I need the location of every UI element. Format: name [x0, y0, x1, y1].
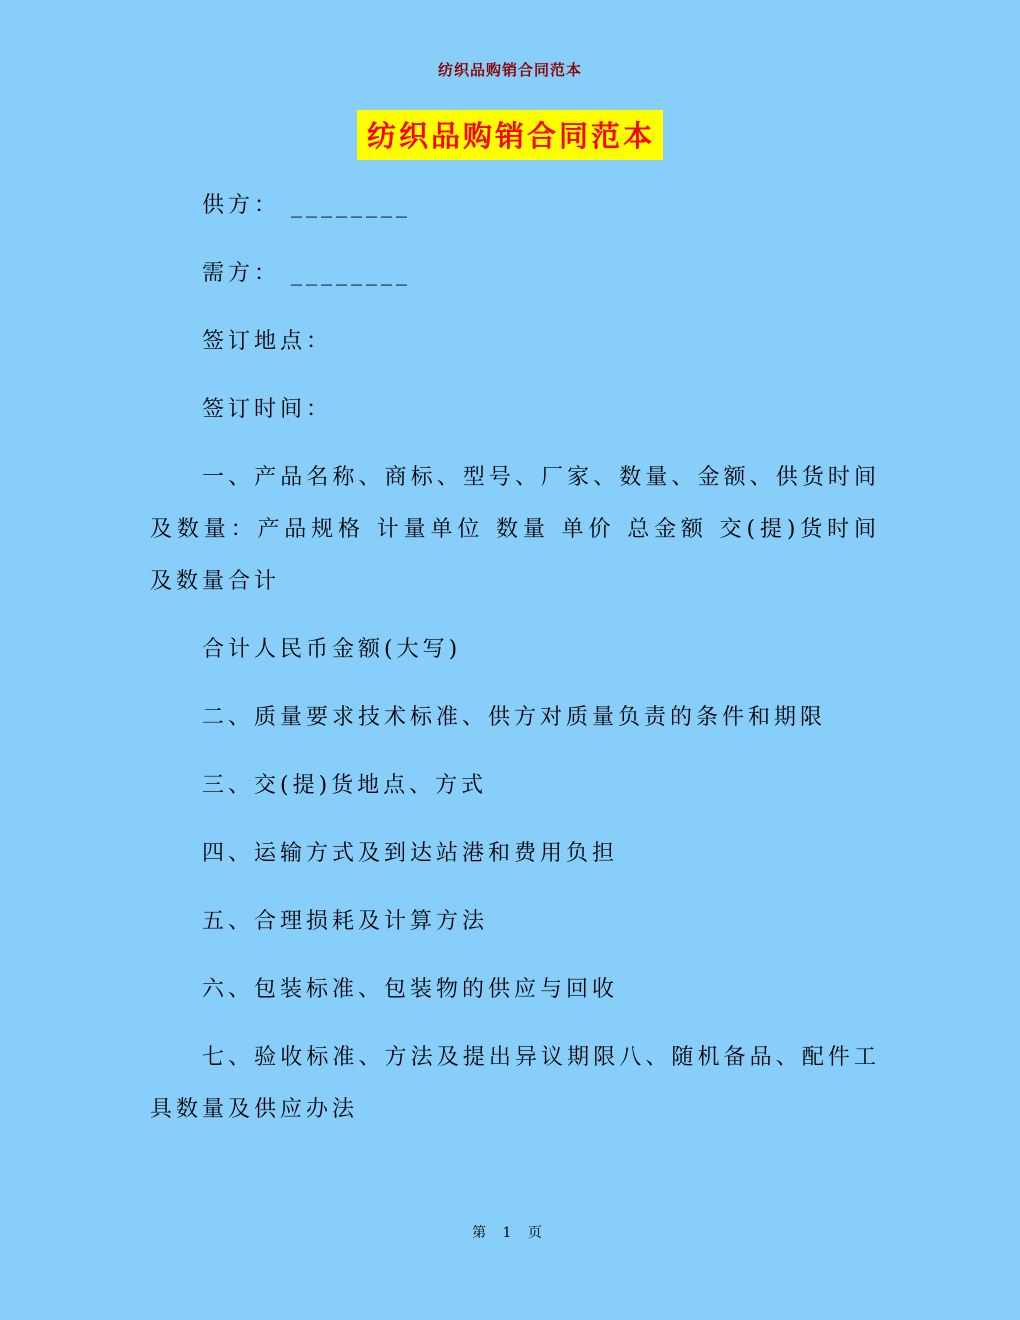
- paragraph: 需方： ________: [202, 261, 411, 286]
- paragraph: 签订时间：: [202, 397, 333, 422]
- paragraph: 五、合理损耗及计算方法: [202, 909, 489, 934]
- paragraph: 七、验收标准、方法及提出异议期限八、随机备品、配件工具数量及供应办法: [150, 1045, 880, 1122]
- title-row: [0, 110, 1020, 160]
- page-number: 第 1 页: [472, 1225, 548, 1241]
- running-header-text: 纺织品购销合同范本: [437, 61, 582, 79]
- document-body: [150, 180, 880, 1152]
- paragraph: 二、质量要求技术标准、供方对质量负责的条件和期限: [202, 705, 827, 730]
- paragraph: 一、产品名称、商标、型号、厂家、数量、金额、供货时间及数量：产品规格 计量单位 数量 单价 总金额 交(提)货时间及数量合计: [150, 465, 880, 594]
- paragraph: 签订地点：: [202, 329, 333, 354]
- document-title: 纺织品购销合同范本: [357, 110, 663, 160]
- paragraph: 合计人民币金额(大写): [202, 637, 462, 662]
- paragraph: 六、包装标准、包装物的供应与回收: [202, 977, 619, 1002]
- paragraph: 四、运输方式及到达站港和费用负担: [202, 841, 619, 866]
- paragraph: 三、交(提)货地点、方式: [202, 773, 488, 798]
- paragraph: 供方： ________: [202, 193, 411, 218]
